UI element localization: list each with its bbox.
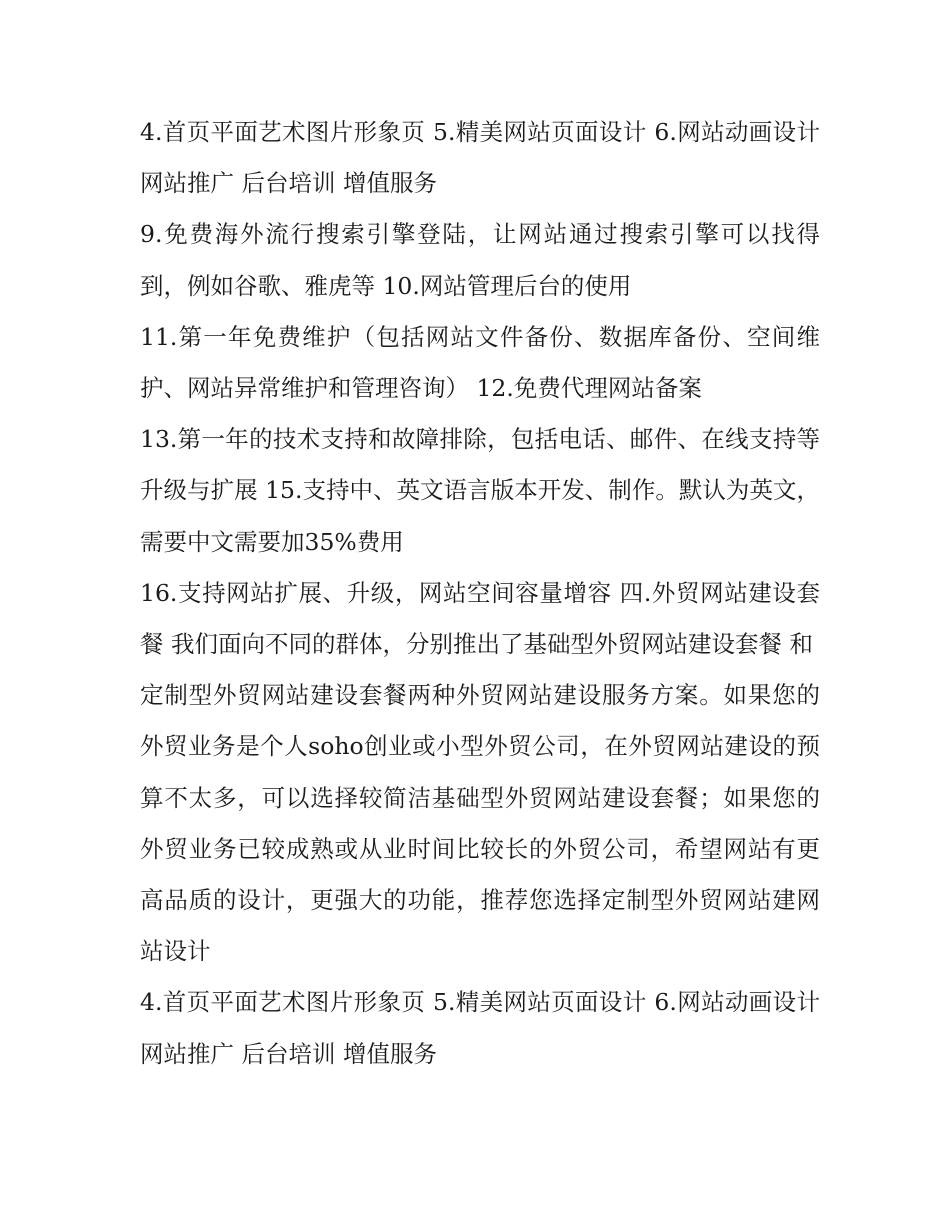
paragraph-maintenance: 11.第一年免费维护（包括网站文件备份、数据库备份、空间维护、网站异常维护和管理咨询） 12.免费代理网站备案 <box>140 322 820 403</box>
paragraph-services-list-2: 4.首页平面艺术图片形象页 5.精美网站页面设计 6.网站动画设计 网站推广 后台培训 增值服务 <box>140 988 820 1068</box>
paragraph-search-engine: 9.免费海外流行搜索引擎登陆，让网站通过搜索引擎可以找得到，例如谷歌、雅虎等 10.网站管理后台的使用 <box>140 220 820 300</box>
paragraph-services-list-1: 4.首页平面艺术图片形象页 5.精美网站页面设计 6.网站动画设计 网站推广 后台培训 增值服务 <box>140 118 820 198</box>
paragraph-expansion-packages: 16.支持网站扩展、升级，网站空间容量增容 四.外贸网站建设套餐 我们面向不同的群体，分别推出了基础型外贸网站建设套餐 和 <box>140 578 820 659</box>
paragraph-package-description: 定制型外贸网站建设套餐两种外贸网站建设服务方案。如果您的外贸业务是个人soho创业或小型外贸公司，在外贸网站建设的预算不太多，可以选择较简洁基础型外贸网站建设套餐；如果您的外贸业务已较成熟或从业时间比较长的外贸公司，希望网站有更高品质的设计，更强大的功能，推荐您选择定制型外贸网站建网站设计 <box>140 681 820 966</box>
paragraph-tech-support: 13.第一年的技术支持和故障排除，包括电话、邮件、在线支持等 升级与扩展 15.支持中、英文语言版本开发、制作。默认为英文，需要中文需要加35%费用 <box>140 425 820 556</box>
document-body <box>140 107 820 1080</box>
